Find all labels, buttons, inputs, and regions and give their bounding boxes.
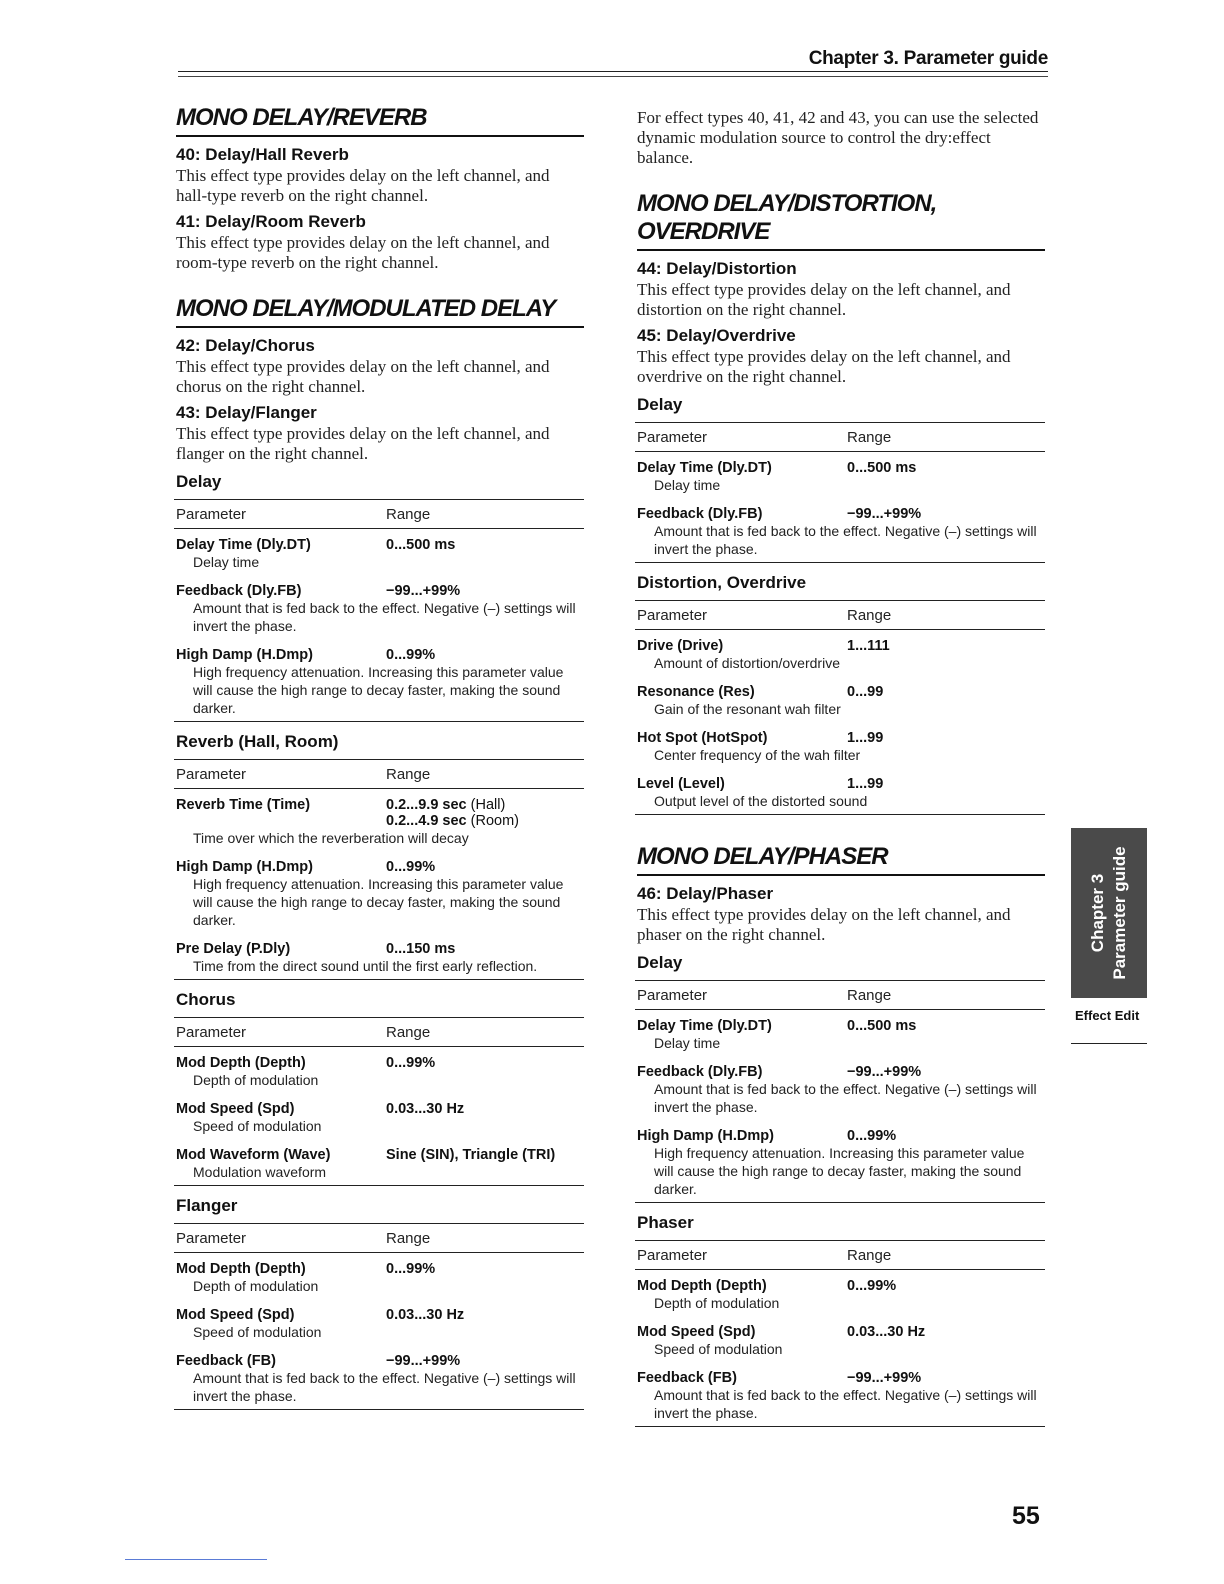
parameter-name: Mod Depth (Depth): [637, 1278, 767, 1294]
column-header-range: Range: [386, 766, 431, 783]
parameter-name: Mod Waveform (Wave): [176, 1147, 331, 1163]
effect-description: This effect type provides delay on the left channel, and hall-type reverb on the right channel.: [176, 166, 550, 205]
parameter-range: 0.03...30 Hz: [386, 1101, 465, 1117]
table-row: [635, 722, 1045, 768]
parameter-name: Delay Time (Dly.DT): [176, 537, 311, 553]
column-header-range: Range: [386, 506, 431, 523]
table-row: [174, 1139, 584, 1185]
effect-heading: 43: Delay/Flanger: [176, 403, 317, 422]
parameter-range: 1...99: [847, 776, 884, 792]
parameter-description: Delay time: [654, 477, 721, 493]
column-header-parameter: Parameter: [637, 607, 708, 624]
range-value: 0.2...9.9 sec: [386, 797, 467, 813]
range-note: (Hall): [466, 797, 506, 813]
table-header: [635, 1240, 1045, 1270]
parameter-range: 0...99%: [847, 1278, 897, 1294]
parameter-range: 1...99: [847, 730, 884, 746]
parameter-name: Drive (Drive): [637, 638, 724, 654]
parameter-description: High frequency attenuation. Increasing this parameter value will cause the high range to decay faster, making the sound darker.: [654, 1145, 1025, 1197]
parameter-range: 0...99: [847, 684, 884, 700]
side-tab-text: [1087, 846, 1131, 979]
table-row: [174, 529, 584, 575]
effect-heading: 44: Delay/Distortion: [637, 259, 797, 278]
parameter-description: Amount that is fed back to the effect. Negative (–) settings will invert the phase.: [193, 600, 576, 634]
table-row: [635, 1056, 1045, 1120]
column-header-range: Range: [386, 1024, 431, 1041]
parameter-range: 0.03...30 Hz: [386, 1307, 465, 1323]
effect-heading: 46: Delay/Phaser: [637, 884, 774, 903]
parameter-range: −99...+99%: [386, 583, 461, 599]
table-header: [635, 422, 1045, 452]
effect-heading: 40: Delay/Hall Reverb: [176, 145, 349, 164]
table-header: [635, 600, 1045, 630]
table-row: [635, 1010, 1045, 1056]
page-number: 55: [1012, 1502, 1040, 1530]
side-rule: [1071, 1043, 1147, 1044]
parameter-name: Mod Depth (Depth): [176, 1261, 306, 1277]
side-tab-line: Parameter guide: [1110, 846, 1129, 980]
section-title: MONO DELAY/PHASER: [637, 843, 1045, 876]
parameter-name: Pre Delay (P.Dly): [176, 941, 291, 957]
chapter-title: Chapter 3. Parameter guide: [808, 48, 1048, 69]
parameter-name: Feedback (FB): [176, 1353, 276, 1369]
side-tab-line: Chapter 3: [1088, 873, 1107, 953]
parameter-table-delay: [635, 422, 1045, 563]
section-title: MONO DELAY/REVERB: [176, 104, 584, 137]
table-title: Flanger: [176, 1196, 238, 1215]
table-row: [174, 639, 584, 721]
parameter-range: 0...500 ms: [386, 537, 456, 553]
table-row: [635, 1270, 1045, 1316]
parameter-description: Amount that is fed back to the effect. Negative (–) settings will invert the phase.: [654, 1387, 1037, 1421]
table-row: [635, 1316, 1045, 1362]
parameter-name: Feedback (Dly.FB): [637, 1064, 763, 1080]
column-header-range: Range: [847, 607, 892, 624]
parameter-description: Depth of modulation: [193, 1278, 319, 1294]
parameter-name: Mod Speed (Spd): [176, 1307, 295, 1323]
parameter-table-flanger: [174, 1223, 584, 1410]
parameter-name: Mod Depth (Depth): [176, 1055, 306, 1071]
effect-description: This effect type provides delay on the left channel, and chorus on the right channel.: [176, 357, 550, 396]
parameter-description: Speed of modulation: [193, 1118, 322, 1134]
parameter-description: Modulation waveform: [193, 1164, 327, 1180]
column-header-parameter: Parameter: [637, 429, 708, 446]
table-title: Chorus: [176, 990, 236, 1009]
intro-paragraph: For effect types 40, 41, 42 and 43, you can use the selected dynamic modulation source to control the dry:effect balance.: [637, 108, 1039, 167]
parameter-range: Sine (SIN), Triangle (TRI): [386, 1147, 556, 1163]
parameter-table-chorus: [174, 1017, 584, 1186]
table-row: [635, 452, 1045, 498]
decorative-line: [125, 1559, 267, 1560]
table-header: [174, 1223, 584, 1253]
parameter-range: 0...500 ms: [847, 460, 917, 476]
parameter-description: Speed of modulation: [193, 1324, 322, 1340]
parameter-range: 1...111: [847, 638, 890, 654]
table-row: [174, 851, 584, 933]
table-header: [635, 980, 1045, 1010]
left-column: [174, 104, 584, 1420]
table-header: [174, 759, 584, 789]
table-row: [635, 1362, 1045, 1426]
effect-heading: 41: Delay/Room Reverb: [176, 212, 366, 231]
parameter-name: Mod Speed (Spd): [176, 1101, 295, 1117]
parameter-description: Delay time: [193, 554, 260, 570]
table-title: Delay: [637, 395, 683, 414]
parameter-description: Output level of the distorted sound: [654, 793, 868, 809]
parameter-name: Level (Level): [637, 776, 725, 792]
parameter-range: −99...+99%: [847, 1370, 922, 1386]
parameter-range: −99...+99%: [847, 1064, 922, 1080]
table-row: [174, 575, 584, 639]
parameter-name: Delay Time (Dly.DT): [637, 1018, 772, 1034]
table-header: [174, 499, 584, 529]
effect-description: This effect type provides delay on the left channel, and room-type reverb on the right channel.: [176, 233, 550, 272]
parameter-table-delay: [174, 499, 584, 722]
parameter-name: Feedback (Dly.FB): [637, 506, 763, 522]
table-row: [174, 1299, 584, 1345]
parameter-table-delay: [635, 980, 1045, 1203]
parameter-name: High Damp (H.Dmp): [176, 647, 313, 663]
section-title: MONO DELAY/MODULATED DELAY: [176, 295, 584, 328]
parameter-name: Feedback (FB): [637, 1370, 737, 1386]
parameter-table-reverb: [174, 759, 584, 980]
table-header: [174, 1017, 584, 1047]
parameter-description: Speed of modulation: [654, 1341, 783, 1357]
table-row: [174, 1345, 584, 1409]
parameter-description: Depth of modulation: [193, 1072, 319, 1088]
parameter-table-distortion: [635, 600, 1045, 815]
table-row: [174, 1253, 584, 1299]
parameter-range: 0...99%: [386, 647, 436, 663]
column-header-parameter: Parameter: [176, 1230, 247, 1247]
parameter-range: [386, 797, 505, 813]
parameter-description: Center frequency of the wah filter: [654, 747, 861, 763]
column-header-parameter: Parameter: [176, 506, 247, 523]
column-header-parameter: Parameter: [176, 1024, 247, 1041]
parameter-range: 0...99%: [386, 859, 436, 875]
side-label-effect-edit: Effect Edit: [1075, 1008, 1140, 1023]
parameter-range: 0...99%: [386, 1261, 436, 1277]
effect-description: This effect type provides delay on the left channel, and flanger on the right channel.: [176, 424, 550, 463]
effect-description: This effect type provides delay on the left channel, and distortion on the right channel.: [637, 280, 1011, 319]
range-value: 0.2...4.9 sec: [386, 813, 467, 829]
parameter-name: Mod Speed (Spd): [637, 1324, 756, 1340]
parameter-name: Hot Spot (HotSpot): [637, 730, 768, 746]
table-title: Delay: [637, 953, 683, 972]
table-row: [635, 630, 1045, 676]
table-row: [635, 1120, 1045, 1202]
column-header-range: Range: [847, 429, 892, 446]
parameter-name: Resonance (Res): [637, 684, 755, 700]
parameter-name: Delay Time (Dly.DT): [637, 460, 772, 476]
parameter-description: Time from the direct sound until the first early reflection.: [193, 958, 538, 974]
column-header-parameter: Parameter: [176, 766, 247, 783]
parameter-description: Delay time: [654, 1035, 721, 1051]
parameter-range: 0...150 ms: [386, 941, 456, 957]
parameter-description: High frequency attenuation. Increasing this parameter value will cause the high range to decay faster, making the sound darker.: [193, 664, 564, 716]
section-title: MONO DELAY/DISTORTION, OVERDRIVE: [637, 190, 1045, 251]
table-row: [635, 768, 1045, 814]
parameter-description: Amount that is fed back to the effect. Negative (–) settings will invert the phase.: [193, 1370, 576, 1404]
header-rule: [178, 76, 1048, 77]
header-rule: [178, 71, 1048, 72]
parameter-range: 0...99%: [847, 1128, 897, 1144]
chapter-side-tab: [1071, 828, 1147, 998]
right-column: [635, 108, 1045, 1437]
parameter-description: Depth of modulation: [654, 1295, 780, 1311]
parameter-range: 0...500 ms: [847, 1018, 917, 1034]
column-header-range: Range: [386, 1230, 431, 1247]
effect-heading: 45: Delay/Overdrive: [637, 326, 796, 345]
table-title: Distortion, Overdrive: [637, 573, 807, 592]
parameter-name: High Damp (H.Dmp): [176, 859, 313, 875]
effect-heading: 42: Delay/Chorus: [176, 336, 315, 355]
table-row: [174, 933, 584, 979]
range-note: (Room): [466, 813, 519, 829]
effect-description: This effect type provides delay on the left channel, and overdrive on the right channel.: [637, 347, 1011, 386]
parameter-description: Gain of the resonant wah filter: [654, 701, 841, 717]
table-row: [635, 676, 1045, 722]
table-title: Reverb (Hall, Room): [176, 732, 339, 751]
parameter-range: 0.03...30 Hz: [847, 1324, 926, 1340]
table-row: [174, 789, 584, 851]
page-header: [178, 44, 1048, 74]
parameter-description: Amount of distortion/overdrive: [654, 655, 840, 671]
column-header-parameter: Parameter: [637, 987, 708, 1004]
effect-description: This effect type provides delay on the left channel, and phaser on the right channel.: [637, 905, 1011, 944]
parameter-name: High Damp (H.Dmp): [637, 1128, 774, 1144]
table-row: [635, 498, 1045, 562]
parameter-description: High frequency attenuation. Increasing this parameter value will cause the high range to decay faster, making the sound darker.: [193, 876, 564, 928]
parameter-range: −99...+99%: [847, 506, 922, 522]
table-row: [174, 1093, 584, 1139]
parameter-range: 0...99%: [386, 1055, 436, 1071]
parameter-description: Time over which the reverberation will decay: [193, 830, 469, 846]
column-header-range: Range: [847, 987, 892, 1004]
column-header-range: Range: [847, 1247, 892, 1264]
parameter-range: −99...+99%: [386, 1353, 461, 1369]
parameter-description: Amount that is fed back to the effect. Negative (–) settings will invert the phase.: [654, 523, 1037, 557]
parameter-name: Reverb Time (Time): [176, 797, 311, 813]
parameter-name: Feedback (Dly.FB): [176, 583, 302, 599]
parameter-table-phaser: [635, 1240, 1045, 1427]
column-header-parameter: Parameter: [637, 1247, 708, 1264]
table-row: [174, 1047, 584, 1093]
table-title: Delay: [176, 472, 222, 491]
table-title: Phaser: [637, 1213, 694, 1232]
parameter-range-extra: [386, 813, 584, 829]
parameter-description: Amount that is fed back to the effect. Negative (–) settings will invert the phase.: [654, 1081, 1037, 1115]
